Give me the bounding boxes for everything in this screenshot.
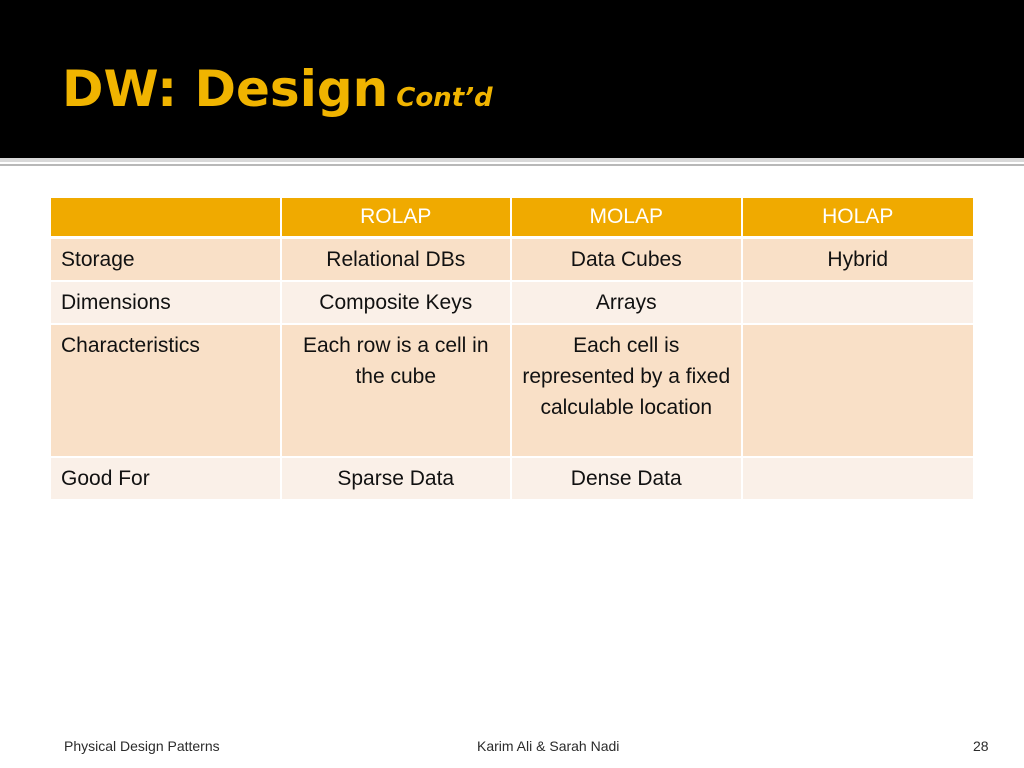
cell-storage-holap: Hybrid	[743, 239, 974, 282]
comparison-table-container	[51, 198, 973, 501]
cell-characteristics-rolap: Each row is a cell in the cube	[282, 325, 513, 458]
slide-title-sub: Cont’d	[396, 83, 493, 113]
row-label-characteristics: Characteristics	[51, 325, 282, 458]
cell-good-for-holap	[743, 458, 974, 501]
table-header-row	[51, 198, 973, 239]
comparison-table	[51, 198, 973, 501]
table-row-good-for	[51, 458, 973, 501]
cell-storage-molap: Data Cubes	[512, 239, 743, 282]
table-header-cell-empty	[51, 198, 282, 239]
cell-dimensions-molap: Arrays	[512, 282, 743, 325]
slide-title-main: DW: Design	[62, 60, 389, 118]
table-header-holap: HOLAP	[743, 198, 974, 239]
cell-good-for-molap: Dense Data	[512, 458, 743, 501]
cell-characteristics-holap	[743, 325, 974, 458]
footer-authors: Karim Ali & Sarah Nadi	[477, 738, 620, 754]
row-label-dimensions: Dimensions	[51, 282, 282, 325]
cell-storage-rolap: Relational DBs	[282, 239, 513, 282]
cell-characteristics-molap: Each cell is represented by a fixed calculable location	[512, 325, 743, 458]
title-divider-thin	[0, 164, 1024, 166]
slide-title	[62, 52, 493, 135]
row-label-good-for: Good For	[51, 458, 282, 501]
cell-dimensions-rolap: Composite Keys	[282, 282, 513, 325]
row-label-storage: Storage	[51, 239, 282, 282]
title-bar	[0, 0, 1024, 158]
table-header-molap: MOLAP	[512, 198, 743, 239]
footer-course-title: Physical Design Patterns	[64, 738, 220, 754]
table-row-storage	[51, 239, 973, 282]
title-divider	[0, 158, 1024, 162]
cell-dimensions-holap	[743, 282, 974, 325]
table-row-characteristics	[51, 325, 973, 458]
table-header-rolap: ROLAP	[282, 198, 513, 239]
footer-page-number: 28	[973, 738, 989, 754]
table-row-dimensions	[51, 282, 973, 325]
cell-good-for-rolap: Sparse Data	[282, 458, 513, 501]
